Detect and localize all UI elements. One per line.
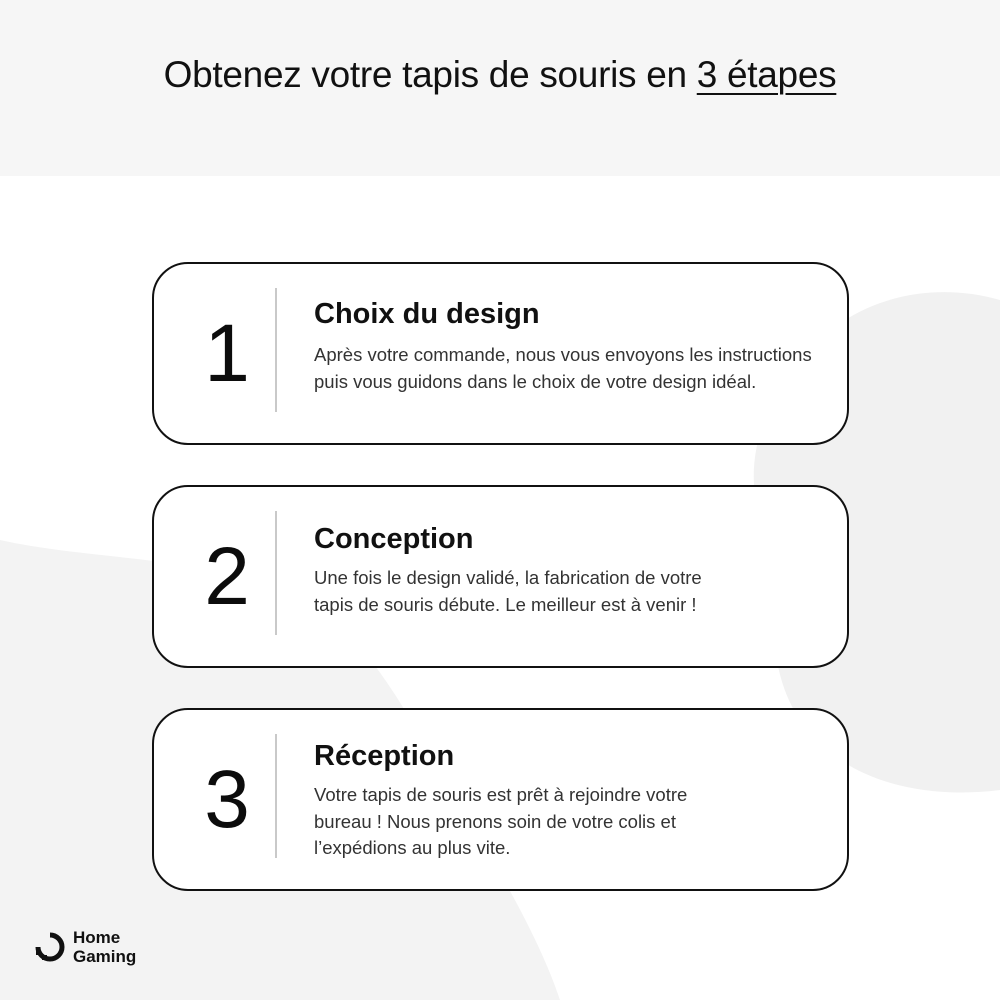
page-title-prefix: Obtenez votre tapis de souris en [163,54,697,95]
step-description: Votre tapis de souris est prêt à rejoindre votre bureau ! Nous prenons soin de votre colis et l’expédions au plus vite. [314,784,688,858]
step-description: Une fois le design validé, la fabrication de votre tapis de souris débute. Le meilleur est à venir ! [314,567,702,615]
brand-logo [33,928,136,966]
step-card-1 [152,262,849,445]
brand-name-line1: Home [73,928,121,947]
step-divider [275,511,277,635]
step-number: 1 [204,307,250,399]
step-description: Après votre commande, nous vous envoyons les instructions puis vous guidons dans le choix de votre design idéal. [314,344,812,392]
step-card-3 [152,708,849,891]
page-title [164,54,837,96]
step-title: Choix du design [314,298,540,330]
step-divider [275,734,277,858]
step-divider [275,288,277,412]
step-title: Réception [314,740,455,772]
brand-name-line2: Gaming [73,947,137,966]
home-gaming-logo-icon [33,930,67,964]
header-banner [0,0,1000,176]
brand-name [73,928,136,966]
step-number: 2 [204,530,250,622]
step-card-2 [152,485,849,668]
step-title: Conception [314,523,474,555]
step-number: 3 [204,753,250,845]
page-title-emphasis: 3 étapes [696,54,837,95]
